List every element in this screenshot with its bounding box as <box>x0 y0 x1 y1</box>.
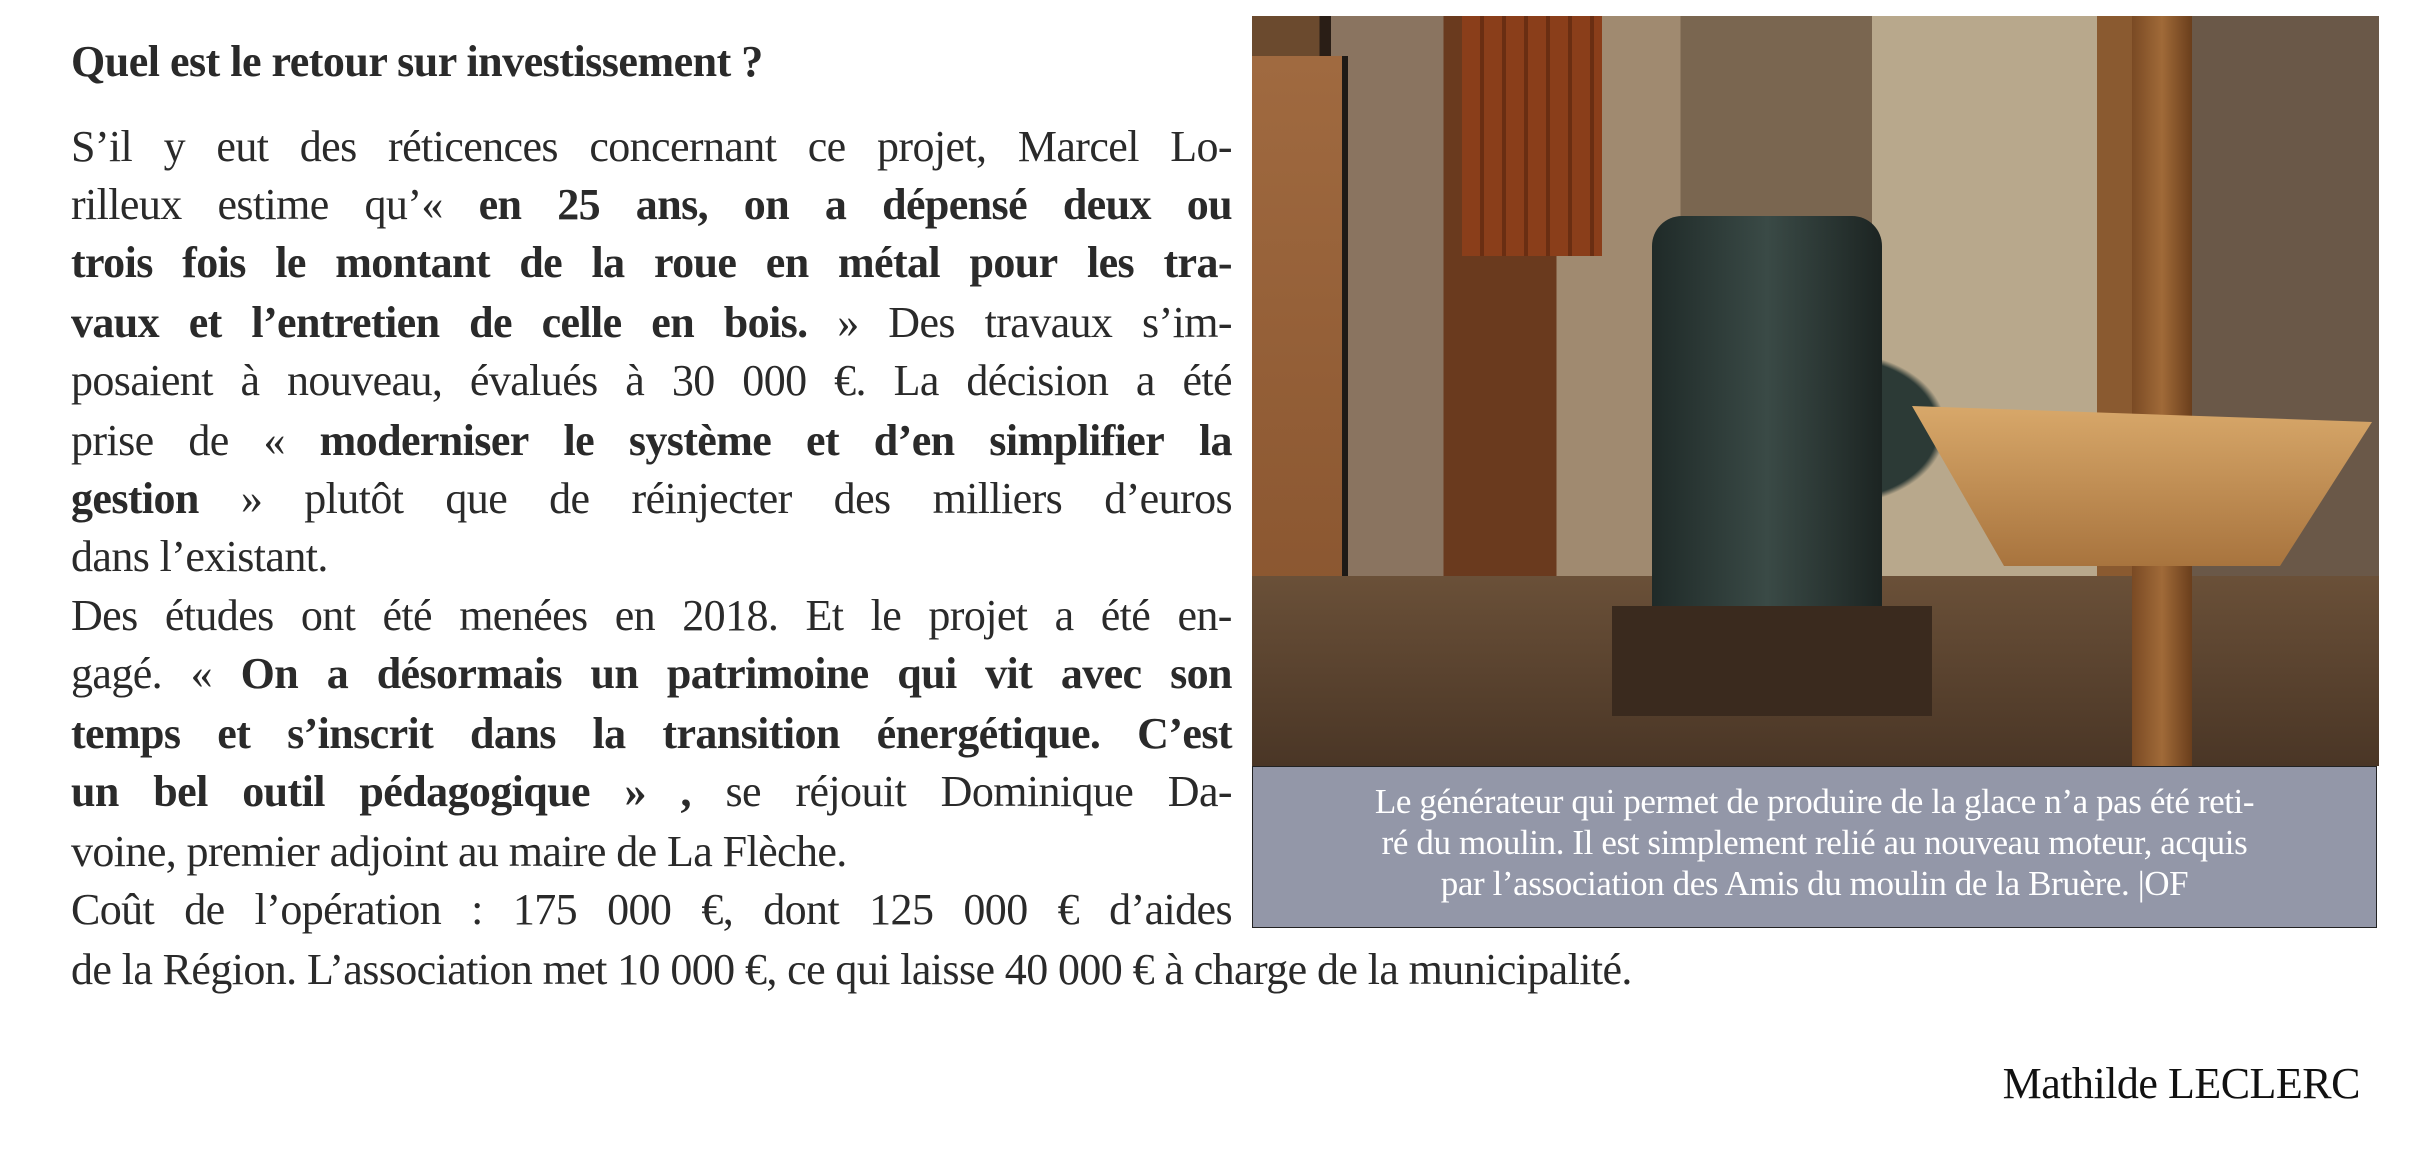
body-line <box>71 118 1232 176</box>
word: de <box>188 416 229 465</box>
photo-generator-base <box>1612 606 1932 716</box>
word: y <box>163 122 185 171</box>
word: €. <box>834 356 866 405</box>
word: Marcel <box>1017 122 1139 171</box>
word: en <box>614 591 656 640</box>
word: son <box>1170 649 1232 698</box>
caption-line: ré du moulin. Il est simplement relié au nouveau moteur, acquis <box>1381 823 2248 862</box>
word: de <box>549 474 590 523</box>
word: simplifier <box>989 416 1165 465</box>
word: un <box>590 649 639 698</box>
word: tra- <box>1163 238 1232 287</box>
word: réjouit <box>795 767 907 816</box>
word: La <box>893 356 939 405</box>
word: » <box>837 298 859 347</box>
word: été <box>1100 591 1151 640</box>
body-line <box>71 352 1232 410</box>
word: 25 <box>557 180 600 229</box>
word: le <box>275 238 306 287</box>
word: Et <box>805 591 844 640</box>
word: montant <box>335 238 490 287</box>
caption-line: Le générateur qui permet de produire de la glace n’a pas été reti- <box>1374 782 2255 821</box>
photo-caption <box>1252 766 2377 928</box>
word: réticences <box>388 122 558 171</box>
word: gagé. <box>71 649 163 698</box>
word: l’entretien <box>251 298 440 347</box>
word: bois. <box>723 298 808 347</box>
generator-photo <box>1252 16 2379 766</box>
word: a <box>824 180 847 229</box>
body-line <box>71 645 1232 703</box>
word: Coût <box>71 885 155 934</box>
word: que <box>445 474 508 523</box>
word: et <box>188 298 222 347</box>
word: d’en <box>873 416 955 465</box>
word: patrimoine <box>666 649 869 698</box>
section-heading: Quel est le retour sur investissement ? <box>71 37 763 86</box>
word: €, <box>701 885 734 934</box>
word: celle <box>541 298 622 347</box>
word: , <box>680 767 691 816</box>
word: métal <box>838 238 941 287</box>
word: moderniser <box>319 416 529 465</box>
body-line <box>71 881 1232 939</box>
word: a <box>1054 591 1074 640</box>
author-signature: Mathilde LECLERC <box>2002 1059 2360 1108</box>
word: gestion <box>71 474 199 523</box>
word: évalués <box>469 356 598 405</box>
word: pédagogique <box>359 767 590 816</box>
word: Des <box>888 298 955 347</box>
word: concernant <box>589 122 777 171</box>
word: deux <box>1062 180 1151 229</box>
word: à <box>240 356 260 405</box>
body-line <box>71 705 1232 763</box>
word: qu’« <box>364 180 443 229</box>
word: avec <box>1060 649 1142 698</box>
word: le <box>563 416 595 465</box>
word: 30 <box>671 356 715 405</box>
word: de <box>519 238 563 287</box>
word: désormais <box>376 649 562 698</box>
body-line <box>71 234 1232 292</box>
word: système <box>628 416 772 465</box>
word: ce <box>807 122 846 171</box>
body-line <box>71 294 1232 352</box>
word: ont <box>300 591 356 640</box>
word: eut <box>216 122 269 171</box>
body-line <box>71 470 1232 528</box>
photo-generator <box>1652 216 1882 636</box>
word: ou <box>1186 180 1232 229</box>
word: bel <box>153 767 208 816</box>
word: plutôt <box>304 474 404 523</box>
photo-door <box>1252 56 1348 616</box>
word: temps <box>71 709 181 758</box>
word: d’euros <box>1104 474 1232 523</box>
word: la <box>592 709 626 758</box>
word: posaient <box>71 356 213 405</box>
word: études <box>164 591 274 640</box>
body-line <box>71 176 1232 234</box>
word: « <box>190 649 213 698</box>
word: des <box>299 122 357 171</box>
word: l’opération <box>254 885 442 934</box>
word: On <box>240 649 299 698</box>
word: 125 <box>869 885 934 934</box>
word: S’il <box>71 122 133 171</box>
word: C’est <box>1137 709 1232 758</box>
word: les <box>1086 238 1135 287</box>
word: a <box>1135 356 1155 405</box>
word: fois <box>182 238 246 287</box>
word: de <box>184 885 225 934</box>
word: vit <box>985 649 1033 698</box>
word: travaux <box>984 298 1113 347</box>
word: Lo- <box>1170 122 1232 171</box>
word: dépensé <box>882 180 1028 229</box>
word: de <box>469 298 512 347</box>
word: estime <box>217 180 329 229</box>
word: décision <box>966 356 1109 405</box>
word: dans <box>470 709 556 758</box>
word: Da- <box>1167 767 1232 816</box>
word: projet, <box>877 122 987 171</box>
word: 000 <box>742 356 807 405</box>
word: outil <box>242 767 325 816</box>
word: la <box>591 238 625 287</box>
word: € <box>1057 885 1080 934</box>
word: 000 <box>607 885 672 934</box>
word: dont <box>763 885 840 934</box>
word: transition <box>662 709 840 758</box>
word: d’aides <box>1109 885 1232 934</box>
word: 2018. <box>682 591 779 640</box>
word: et <box>806 416 839 465</box>
body-line <box>71 941 1632 999</box>
word: » <box>240 474 263 523</box>
word: trois <box>71 238 153 287</box>
body-line <box>71 528 1232 586</box>
word: et <box>217 709 251 758</box>
word: des <box>833 474 891 523</box>
word: s’im- <box>1142 298 1232 347</box>
text-segment: dans l’existant. <box>71 532 328 581</box>
caption-line: par l’association des Amis du moulin de la Bruère. |OF <box>1440 864 2189 903</box>
word: menées <box>459 591 588 640</box>
word: projet <box>928 591 1028 640</box>
photo-wood-beam <box>2132 16 2192 766</box>
word: 000 <box>963 885 1028 934</box>
word: Des <box>71 591 138 640</box>
word: en- <box>1177 591 1232 640</box>
word: été <box>382 591 432 640</box>
word: un <box>71 767 119 816</box>
word: milliers <box>932 474 1063 523</box>
word: : <box>471 885 483 934</box>
photo-shutter <box>1462 16 1602 256</box>
word: réinjecter <box>631 474 792 523</box>
word: en <box>478 180 522 229</box>
body-line <box>71 763 1232 821</box>
word: a <box>326 649 349 698</box>
word: en <box>651 298 695 347</box>
word: roue <box>654 238 737 287</box>
word: se <box>725 767 761 816</box>
text-segment: de la Région. L’association met 10 000 €, ce qui laisse 40 000 € à charge de la municipalité. <box>71 945 1632 994</box>
word: à <box>625 356 645 405</box>
text-segment: voine, premier adjoint au maire de La Flèche. <box>71 827 847 876</box>
word: » <box>624 767 646 816</box>
word: on <box>743 180 790 229</box>
word: énergétique. <box>876 709 1101 758</box>
word: 175 <box>512 885 578 934</box>
word: en <box>765 238 809 287</box>
word: été <box>1182 356 1232 405</box>
word: nouveau, <box>287 356 443 405</box>
word: pour <box>969 238 1058 287</box>
word: ans, <box>635 180 708 229</box>
word: rilleux <box>71 180 182 229</box>
word: la <box>1198 416 1232 465</box>
body-line <box>71 412 1232 470</box>
body-line <box>71 823 1232 881</box>
word: qui <box>897 649 957 698</box>
word: le <box>870 591 902 640</box>
word: Dominique <box>940 767 1134 816</box>
body-line <box>71 587 1232 645</box>
word: prise <box>71 416 154 465</box>
word: s’inscrit <box>287 709 434 758</box>
word: vaux <box>71 298 160 347</box>
word: « <box>263 416 285 465</box>
photo-wood-hopper <box>1912 406 2372 566</box>
